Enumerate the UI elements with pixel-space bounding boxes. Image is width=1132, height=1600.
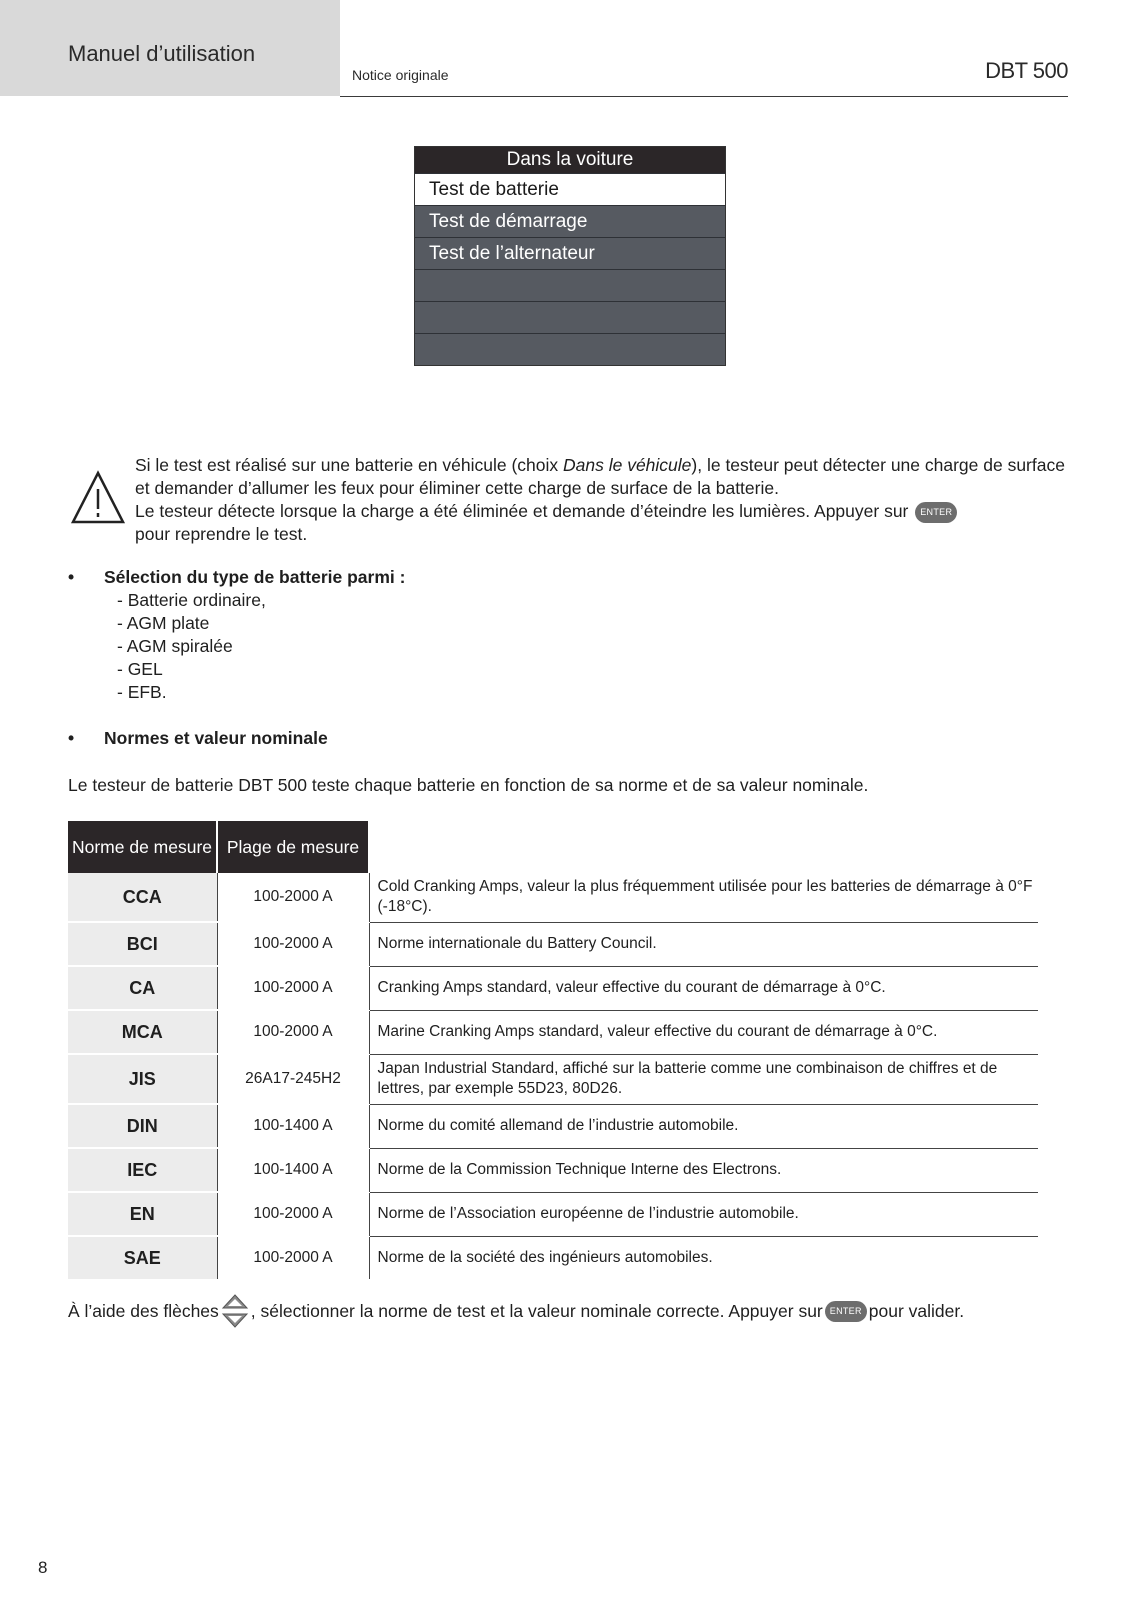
warning-part3: Le testeur détecte lorsque la charge a été éliminée et demande d’éteindre les lumières. Appuyer sur — [135, 501, 914, 521]
list-item: - GEL — [117, 659, 163, 679]
list-item: - EFB. — [117, 682, 167, 702]
norm-range: 26A17-245H2 — [217, 1054, 369, 1104]
table-row — [68, 873, 1038, 922]
table-row — [68, 922, 1038, 966]
norms-table — [68, 821, 1038, 1279]
product-model: DBT 500 — [985, 58, 1068, 83]
page-number: 8 — [38, 1558, 48, 1577]
norm-code: EN — [68, 1192, 217, 1236]
norm-code: CCA — [68, 873, 217, 922]
norm-range: 100-2000 A — [217, 873, 369, 922]
table-row — [68, 966, 1038, 1010]
footer-instruction — [68, 1293, 964, 1329]
menu-item-empty — [415, 269, 725, 301]
norm-description: Cold Cranking Amps, valeur la plus fréquemment utilisée pour les batteries de démarrage à 0°F (-18°C). — [369, 873, 1038, 922]
norm-description: Norme de la Commission Technique Interne des Electrons. — [369, 1148, 1038, 1192]
table-row — [68, 1010, 1038, 1054]
norm-description: Cranking Amps standard, valeur effective du courant de démarrage à 0°C. — [369, 966, 1038, 1010]
enter-button-icon: ENTER — [825, 1301, 867, 1322]
table-row — [68, 1054, 1038, 1104]
up-down-arrows-icon — [221, 1293, 249, 1329]
battery-types-heading: Sélection du type de batterie parmi : — [104, 567, 406, 587]
norm-code: JIS — [68, 1054, 217, 1104]
document-title: Manuel d’utilisation — [68, 41, 256, 66]
list-item: - AGM plate — [117, 613, 210, 633]
norm-description: Marine Cranking Amps standard, valeur effective du courant de démarrage à 0°C. — [369, 1010, 1038, 1054]
norm-range: 100-2000 A — [217, 1192, 369, 1236]
norms-heading: Normes et valeur nominale — [104, 728, 328, 748]
table-header-row — [68, 821, 1038, 873]
norms-intro: Le testeur de batterie DBT 500 teste chaque batterie en fonction de sa norme et de sa valeur nominale. — [68, 775, 869, 795]
norm-range: 100-2000 A — [217, 922, 369, 966]
battery-types-section — [68, 566, 405, 704]
list-item: - AGM spiralée — [117, 636, 233, 656]
warning-part4: pour reprendre le test. — [135, 524, 308, 544]
menu-item-empty — [415, 333, 725, 365]
device-menu — [414, 146, 726, 366]
norm-description: Norme du comité allemand de l’industrie automobile. — [369, 1104, 1038, 1148]
footer-part3: pour valider. — [868, 1301, 965, 1321]
menu-item-battery-test[interactable]: Test de batterie — [415, 173, 725, 205]
warning-part1: Si le test est réalisé sur une batterie en véhicule (choix — [135, 455, 563, 475]
battery-types-list — [68, 589, 405, 704]
document-subtitle: Notice originale — [352, 67, 449, 83]
footer-part1: À l’aide des flèches — [68, 1301, 219, 1321]
norm-range: 100-2000 A — [217, 1236, 369, 1279]
table-row — [68, 1236, 1038, 1279]
norm-code: SAE — [68, 1236, 217, 1279]
header-range: Plage de mesure — [217, 821, 369, 873]
header-blank — [369, 821, 1038, 873]
norm-description: Norme de l’Association européenne de l’industrie automobile. — [369, 1192, 1038, 1236]
warning-part2: ), le testeur peut détecter une charge de surface et demander d’allumer les feux pour éliminer cette charge de surface de la batterie. — [135, 455, 1065, 498]
menu-item-alternator-test[interactable]: Test de l’alternateur — [415, 237, 725, 269]
header-divider — [340, 96, 1068, 97]
table-row — [68, 1148, 1038, 1192]
menu-item-empty — [415, 301, 725, 333]
norm-range: 100-2000 A — [217, 966, 369, 1010]
menu-title: Dans la voiture — [415, 147, 725, 173]
menu-item-start-test[interactable]: Test de démarrage — [415, 205, 725, 237]
header-norm: Norme de mesure — [68, 821, 217, 873]
norm-code: IEC — [68, 1148, 217, 1192]
bullet: • — [68, 567, 75, 587]
table-row — [68, 1104, 1038, 1148]
footer-part2: , sélectionner la norme de test et la valeur nominale correcte. Appuyer sur — [250, 1301, 823, 1321]
norm-description: Japan Industrial Standard, affiché sur la batterie comme une combinaison de chiffres et de lettres, par exemple 55D23, 80D26. — [369, 1054, 1038, 1104]
warning-triangle-icon — [70, 470, 126, 526]
norm-code: BCI — [68, 922, 217, 966]
norm-code: MCA — [68, 1010, 217, 1054]
table-row — [68, 1192, 1038, 1236]
norm-range: 100-2000 A — [217, 1010, 369, 1054]
enter-button-icon: ENTER — [915, 502, 957, 523]
warning-italic: Dans le véhicule — [563, 455, 692, 475]
norm-description: Norme de la société des ingénieurs automobiles. — [377, 1248, 713, 1266]
warning-text — [135, 454, 1065, 546]
norm-code: CA — [68, 966, 217, 1010]
list-item: - Batterie ordinaire, — [117, 590, 266, 610]
norms-section — [68, 727, 328, 750]
norm-range: 100-1400 A — [217, 1148, 369, 1192]
norm-description: Norme internationale du Battery Council. — [369, 922, 1038, 966]
norm-code: DIN — [68, 1104, 217, 1148]
bullet: • — [68, 728, 75, 748]
norm-range: 100-1400 A — [217, 1104, 369, 1148]
